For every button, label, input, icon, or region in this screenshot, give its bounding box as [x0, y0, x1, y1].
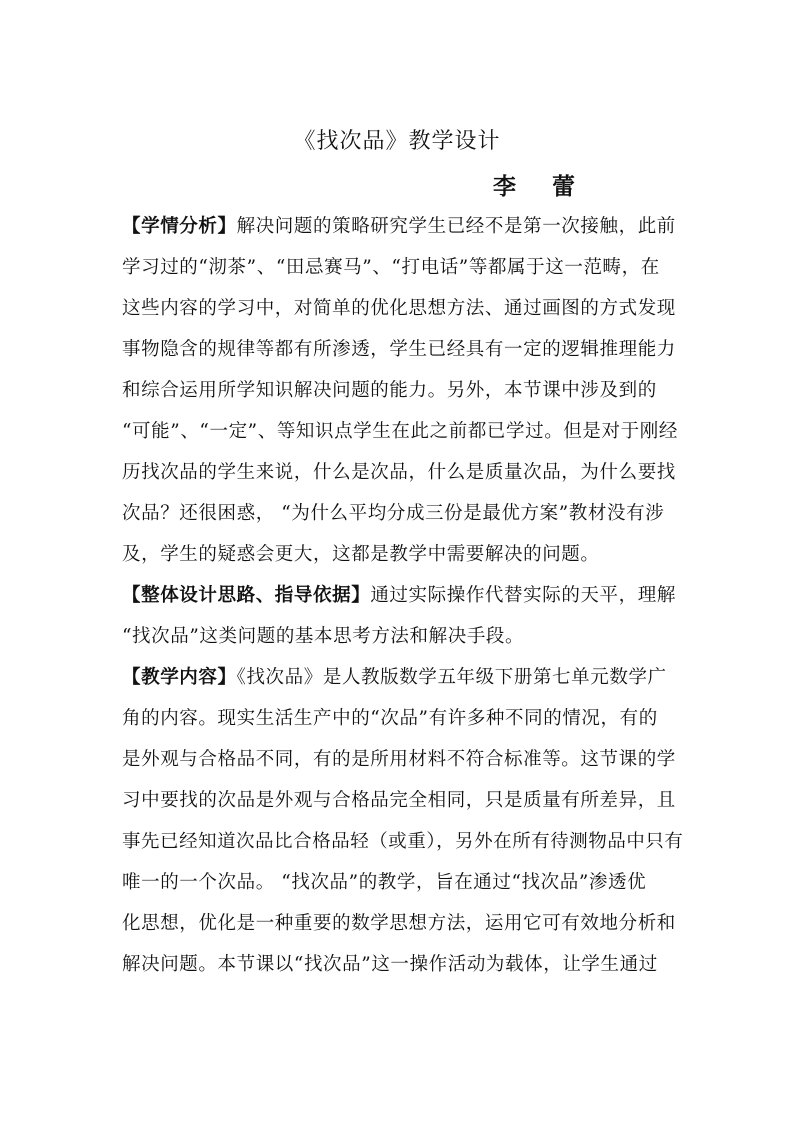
- text-line: [122, 952, 682, 978]
- line-text: 是外观与合格品不同，有的是所用材料不符合标准等。这节课的学: [122, 749, 676, 770]
- text-line: [122, 419, 682, 445]
- line-text: 学习过的“沏茶”、“田忌赛马”、“打电话”等都属于这一范畴，在: [122, 257, 660, 278]
- section-label: 【学情分析】: [122, 216, 237, 237]
- line-text: 解决问题。本节课以“找次品”这一操作活动为载体，让学生通过: [122, 954, 658, 975]
- line-text: 习中要找的次品是外观与合格品完全相同，只是质量有所差异，且: [122, 790, 676, 811]
- line-text: 角的内容。现实生活生产中的“次品”有许多种不同的情况，有的: [122, 708, 658, 729]
- line-text: 解决问题的策略研究学生已经不是第一次接触，此前: [236, 216, 676, 237]
- line-text: 《找次品》是人教版数学五年级下册第七单元数学广: [236, 667, 667, 688]
- line-text: 和综合运用所学知识解决问题的能力。另外，本节课中涉及到的: [122, 380, 657, 401]
- document-title: 《找次品》教学设计: [293, 129, 501, 154]
- line-text: 事先已经知道次品比合格品轻（或重），另外在所有待测物品中只有: [122, 831, 684, 852]
- text-line: [122, 911, 682, 937]
- text-line: [122, 665, 682, 691]
- text-line: [122, 583, 682, 609]
- line-text: 历找次品的学生来说，什么是次品，什么是质量次品，为什么要找: [122, 462, 676, 483]
- text-line: [122, 747, 682, 773]
- text-line: [122, 542, 682, 568]
- text-line: [122, 214, 682, 240]
- text-line: [122, 706, 682, 732]
- text-line: [122, 460, 682, 486]
- line-text: 通过实际操作代替实际的天平，理解: [370, 585, 676, 606]
- text-line: [122, 378, 682, 404]
- section-label: 【教学内容】: [122, 667, 237, 688]
- line-text: “可能”、“一定”、等知识点学生在此之前都已学过。但是对于刚经: [122, 421, 678, 442]
- line-text: 这些内容的学习中，对简单的优化思想方法、通过画图的方式发现: [122, 298, 676, 319]
- author-name: 李 蕾: [493, 173, 590, 200]
- line-text: 次品？还很困惑， “为什么平均分成三份是最优方案”教材没有涉: [122, 503, 665, 524]
- text-line: [122, 337, 682, 363]
- text-line: [122, 624, 682, 650]
- text-line: [122, 870, 682, 896]
- line-text: “找次品”这类问题的基本思考方法和解决手段。: [122, 626, 525, 647]
- line-text: 化思想，优化是一种重要的数学思想方法，运用它可有效地分析和: [122, 913, 676, 934]
- line-text: 事物隐含的规律等都有所渗透，学生已经具有一定的逻辑推理能力: [122, 339, 676, 360]
- text-line: [122, 829, 682, 855]
- text-line: [122, 501, 682, 527]
- text-line: [122, 255, 682, 281]
- section-label: 【整体设计思路、指导依据】: [122, 585, 371, 606]
- text-line: [122, 296, 682, 322]
- line-text: 及，学生的疑惑会更大，这都是教学中需要解决的问题。: [122, 544, 600, 565]
- line-text: 唯一的一个次品。 “找次品”的教学，旨在通过“找次品”渗透优: [122, 872, 647, 893]
- text-line: [122, 788, 682, 814]
